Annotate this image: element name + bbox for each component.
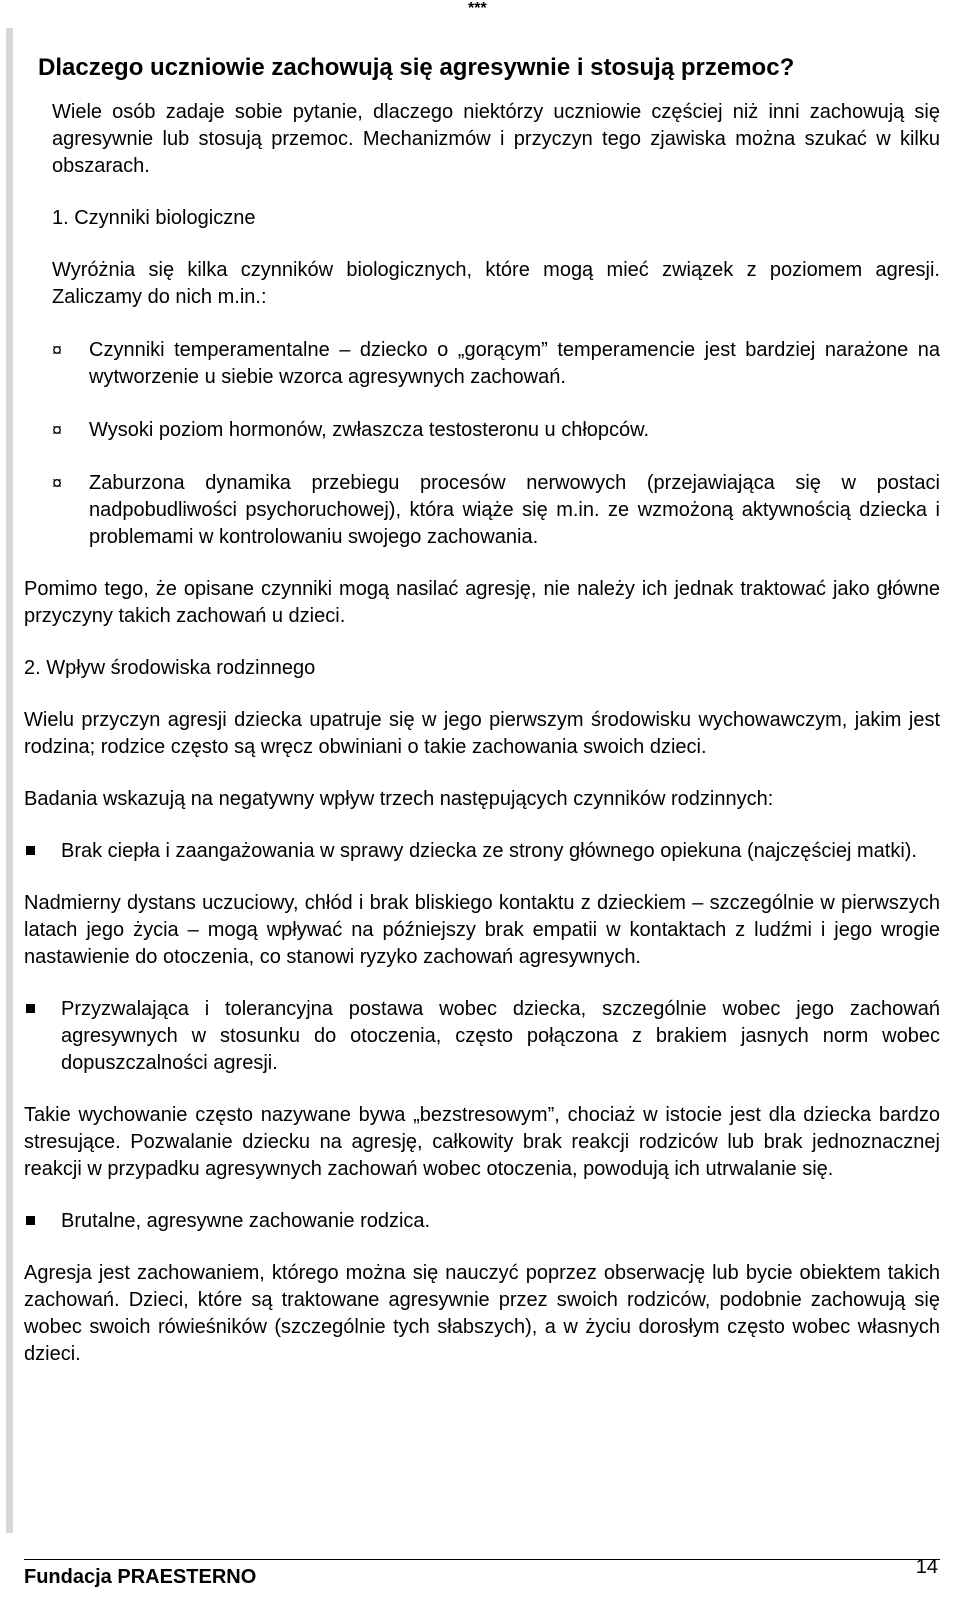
- footer-divider: [24, 1559, 940, 1560]
- section1-heading: 1. Czynniki biologiczne: [52, 207, 256, 229]
- factor-title: Brutalne, agresywne zachowanie rodzica.: [61, 1210, 431, 1232]
- page-number: 14: [915, 1556, 938, 1578]
- factor-item: [24, 996, 940, 1077]
- square-bullet-icon: [26, 1216, 35, 1225]
- square-bullet-icon: [26, 1004, 35, 1013]
- list-item: [52, 417, 940, 444]
- list-item: [52, 337, 940, 391]
- section2-paragraph: Wielu przyczyn agresji dziecka upatruje się w jego pierwszym środowisku wychowawczym, jakim jest rodzina; rodzice często są wręcz obwiniani o takie zachowania swoich dzieci.: [24, 709, 940, 758]
- header-marker: ***: [468, 0, 487, 17]
- section1-closing: Pomimo tego, że opisane czynniki mogą nasilać agresję, nie należy ich jednak traktować jako główne przyczyny takich zachowań u dzieci.: [24, 578, 940, 627]
- section2-paragraph: Badania wskazują na negatywny wpływ trzech następujących czynników rodzinnych:: [24, 788, 774, 810]
- footer-organization: Fundacja PRAESTERNO: [24, 1566, 257, 1588]
- section2-heading: 2. Wpływ środowiska rodzinnego: [24, 657, 316, 679]
- page-title: Dlaczego uczniowie zachowują się agresywnie i stosują przemoc?: [38, 54, 795, 81]
- document-body: [24, 52, 940, 1368]
- factor-item: [24, 1208, 940, 1235]
- factor-item: [24, 838, 940, 865]
- currency-sign-icon: ¤: [52, 420, 63, 440]
- square-bullet-icon: [26, 846, 35, 855]
- currency-sign-icon: ¤: [52, 473, 63, 493]
- left-margin-bar: [6, 28, 13, 1533]
- list-item-text: Zaburzona dynamika przebiegu procesów nerwowych (przejawiająca się w postaci nadpobudliwości psychoruchowej), która wiąże się m.in. ze wzmożoną aktywnością dziecka i problemami w kontrolowaniu swojego zachowania.: [89, 472, 940, 548]
- list-item: [52, 470, 940, 551]
- currency-sign-icon: ¤: [52, 340, 63, 360]
- list-item-text: Wysoki poziom hormonów, zwłaszcza testosteronu u chłopców.: [89, 419, 650, 441]
- factor-title: Brak ciepła i zaangażowania w sprawy dziecka ze strony głównego opiekuna (najczęściej matki).: [61, 840, 917, 862]
- list-item-text: Czynniki temperamentalne – dziecko o „gorącym” temperamencie jest bardziej narażone na wytworzenie u siebie wzorca agresywnych zachowań.: [89, 339, 940, 388]
- factor-description: Nadmierny dystans uczuciowy, chłód i brak bliskiego kontaktu z dzieckiem – szczególnie w pierwszych latach jego życia – mogą wpływać na późniejszy brak empatii w kontaktach z ludźmi i jego wrogie nastawienie do otoczenia, co stanowi ryzyko zachowań agresywnych.: [24, 892, 940, 968]
- section1-lead: Wyróżnia się kilka czynników biologicznych, które mogą mieć związek z poziomem agresji. Zaliczamy do nich m.in.:: [52, 259, 940, 308]
- factor-description: Takie wychowanie często nazywane bywa „bezstresowym”, chociaż w istocie jest dla dziecka bardzo stresujące. Pozwalanie dziecku na agresję, całkowity brak reakcji rodziców lub brak jednoznacznej reakcji w przypadku agresywnych zachowań wobec otoczenia, powodują ich utrwalanie się.: [24, 1104, 940, 1180]
- factor-description: Agresja jest zachowaniem, którego można się nauczyć poprzez obserwację lub bycie obiektem takich zachowań. Dzieci, które są traktowane agresywnie przez swoich rodziców, podobnie zachowują się wobec swoich rówieśników (szczególnie tych słabszych), a w życiu dorosłym często wobec własnych dzieci.: [24, 1262, 940, 1365]
- section1-list: [24, 337, 940, 551]
- factor-title: Przyzwalająca i tolerancyjna postawa wobec dziecka, szczególnie wobec jego zachowań agresywnych w stosunku do otoczenia, często połączona z brakiem jasnych norm wobec dopuszczalności agresji.: [61, 998, 940, 1074]
- intro-paragraph: Wiele osób zadaje sobie pytanie, dlaczego niektórzy uczniowie częściej niż inni zachowują się agresywnie lub stosują przemoc. Mechanizmów i przyczyn tego zjawiska można szukać w kilku obszarach.: [52, 101, 940, 177]
